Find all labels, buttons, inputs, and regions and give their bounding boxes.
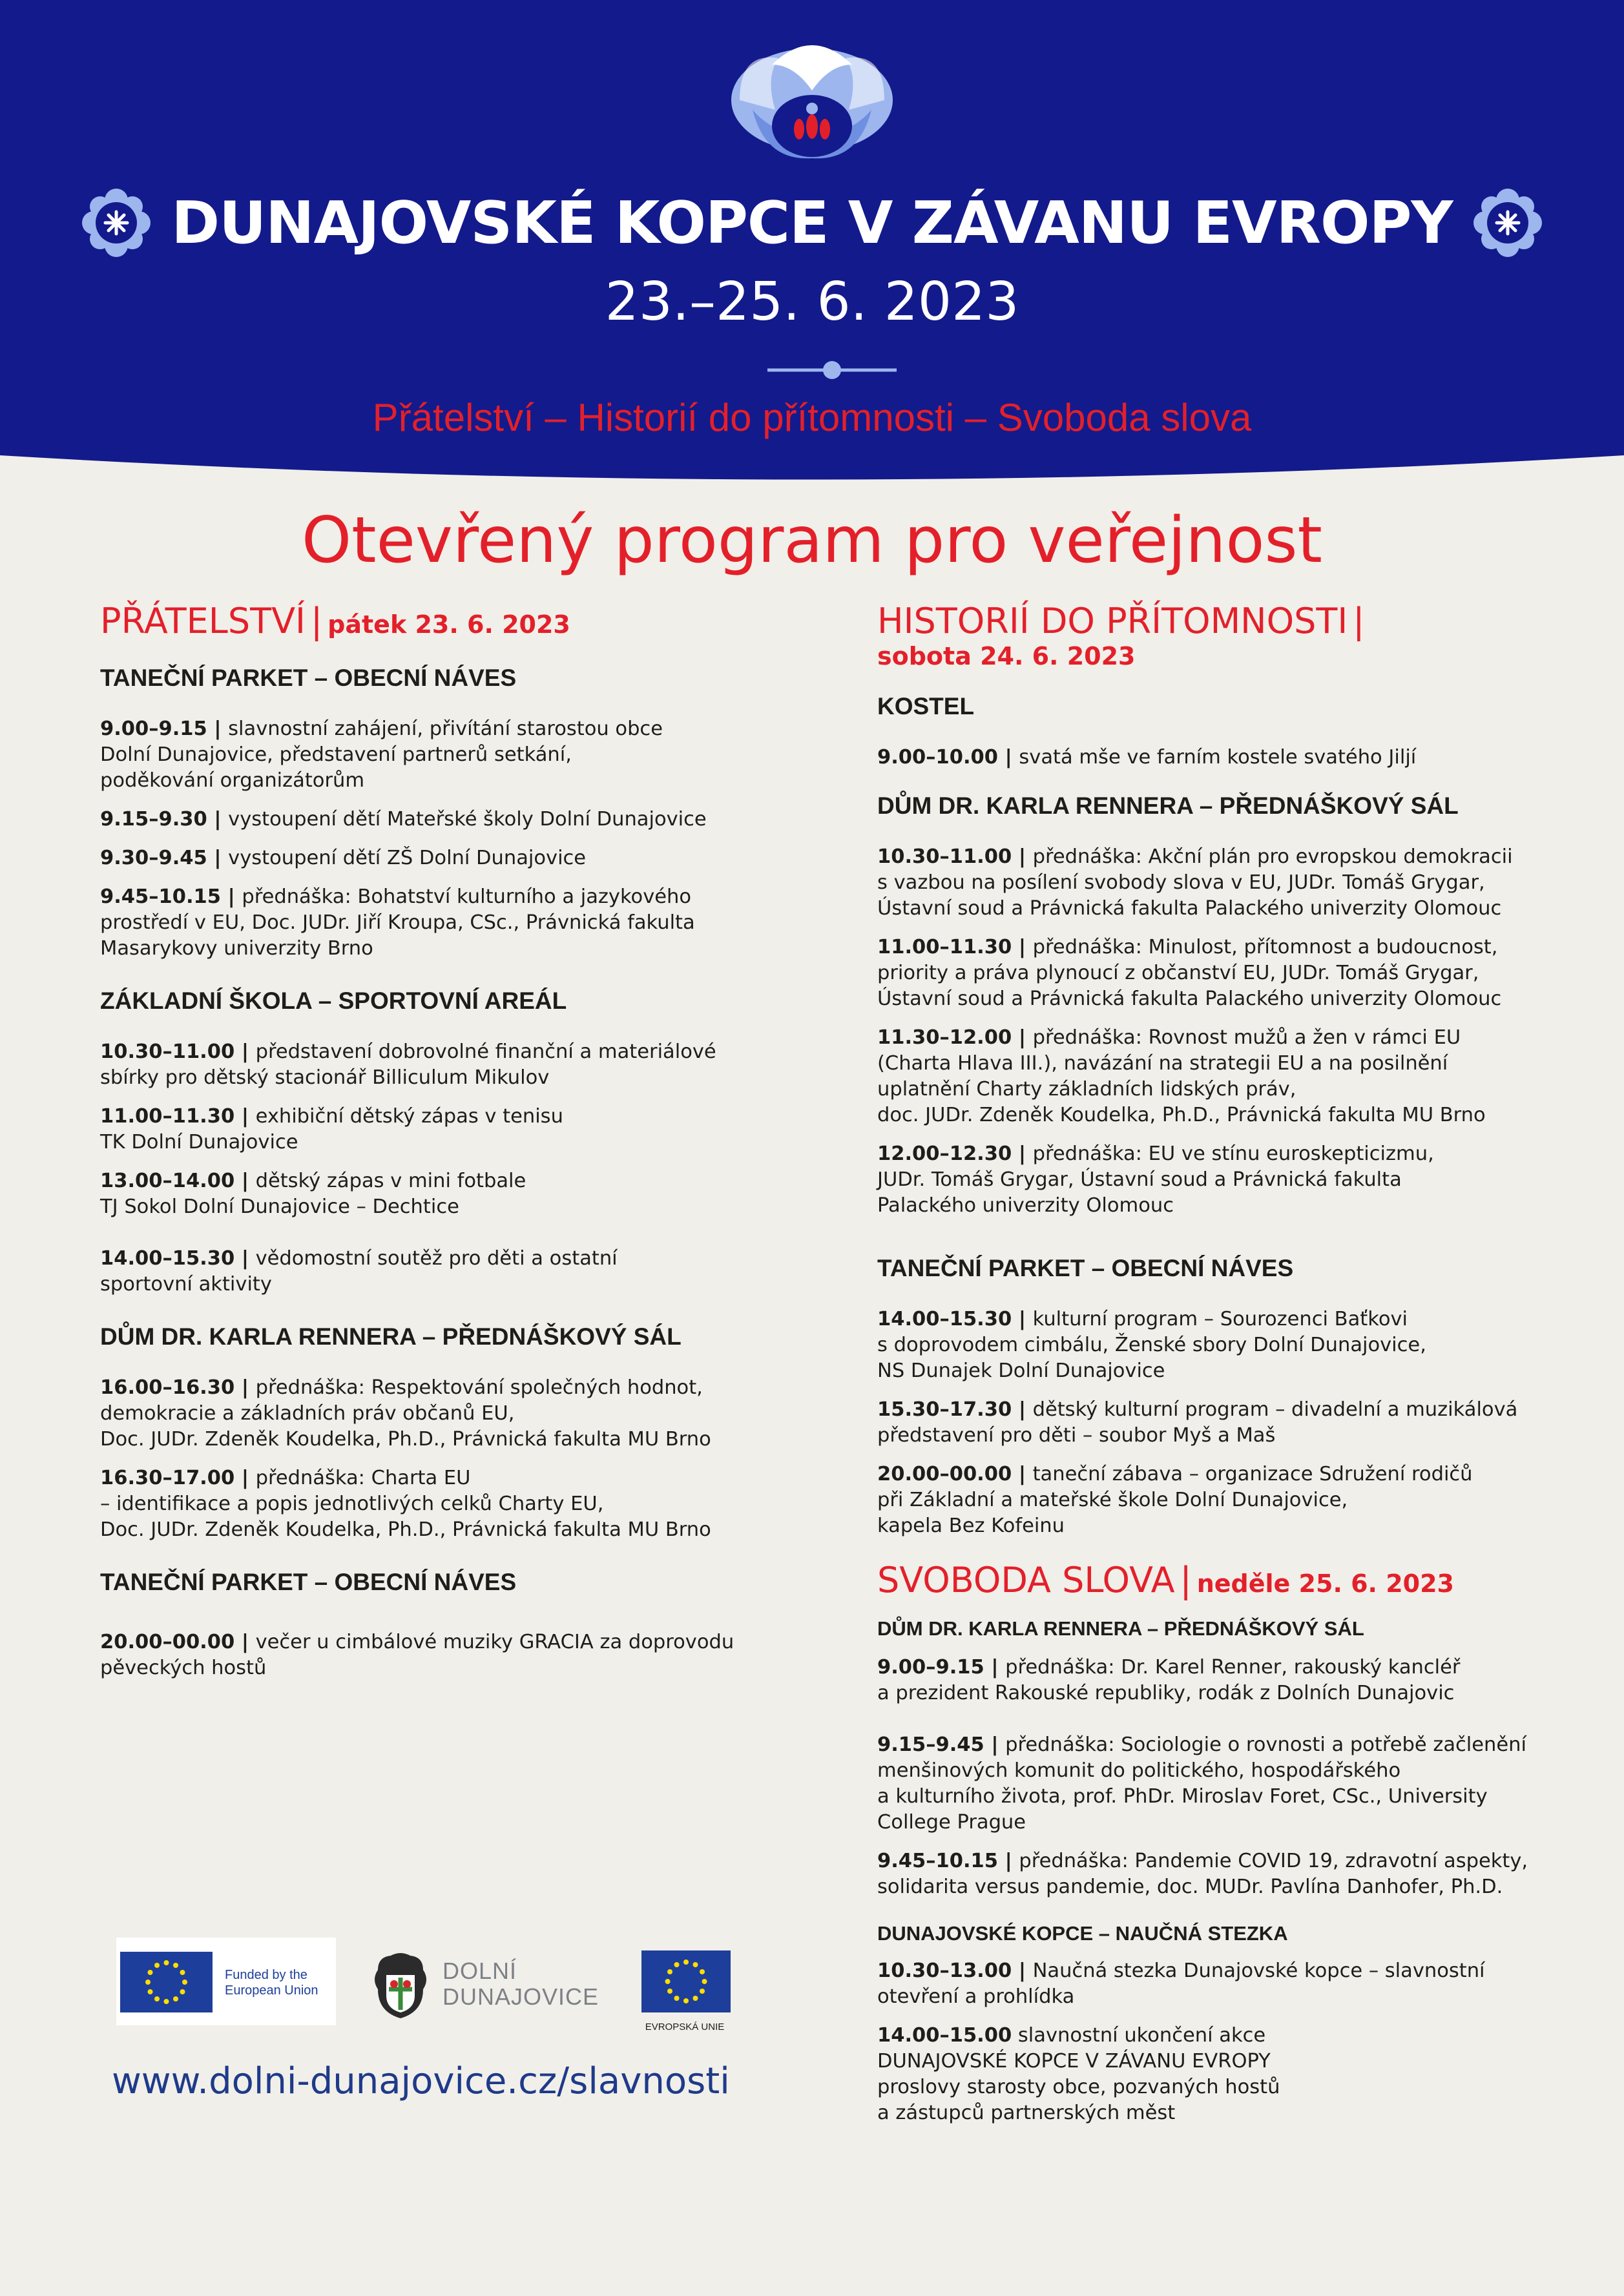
venue-heading: DŮM DR. KARLA RENNERA – PŘEDNÁŠKOVÝ SÁL — [877, 1617, 1364, 1640]
program-item: 14.00–15.30 | kulturní program – Sourozenci Baťkovi s doprovodem cimbálu, Ženské sbory Dolní Dunajovice, NS Dunajek Dolní Dunajovice — [877, 1307, 1426, 1382]
program-item: 20.00–00.00 | taneční zábava – organizace Sdružení rodičů při Základní a mateřské škole Dolní Dunajovice, kapela Bez Kofeinu — [877, 1462, 1473, 1537]
venue-heading: DŮM DR. KARLA RENNERA – PŘEDNÁŠKOVÝ SÁL — [877, 792, 1459, 819]
friday-column — [100, 594, 772, 1681]
venue-heading: DŮM DR. KARLA RENNERA – PŘEDNÁŠKOVÝ SÁL — [100, 1323, 682, 1350]
eu-flag-icon — [641, 1950, 731, 2012]
program-item: 9.00–9.15 | přednáška: Dr. Karel Renner, rakouský kancléř a prezident Rakouské republiky, rodák z Dolních Dunajovic — [877, 1656, 1461, 1705]
program-item: 16.30–17.00 | přednáška: Charta EU – identifikace a popis jednotlivých celků Charty EU, Doc. JUDr. Zdeněk Koudelka, Ph.D., Právnická fakulta MU Brno — [100, 1466, 711, 1541]
eu-funded-logo — [116, 1938, 336, 2025]
venue-heading: TANEČNÍ PARKET – OBECNÍ NÁVES — [877, 1254, 1294, 1281]
partner-logos — [116, 1938, 762, 2041]
program-item: 13.00–14.00 | dětský zápas v mini fotbale TJ Sokol Dolní Dunajovice – Dechtice — [100, 1169, 526, 1218]
program-item: 9.45–10.15 | přednáška: Pandemie COVID 19, zdravotní aspekty, solidarita versus pandemie, doc. MUDr. Pavlína Danhofer, Ph.D. — [877, 1850, 1528, 1899]
program-item: 10.30–13.00 | Naučná stezka Dunajovské kopce – slavnostní otevření a prohlídka — [877, 1960, 1485, 2009]
funded-by-text: Funded by the European Union — [225, 1968, 318, 1998]
program-item: 9.15–9.30 | vystoupení dětí Mateřské školy Dolní Dunajovice — [100, 807, 707, 831]
closing-item: 14.00–15.00 slavnostní ukončení akce DUNAJOVSKÉ KOPCE V ZÁVANU EVROPY proslovy starosty obce, pozvaných hostů a zástupců partnerských měst — [877, 2024, 1280, 2125]
program-item: 11.00–11.30 | přednáška: Minulost, přítomnost a budoucnost, priority a práva plynoucí z občanství EU, JUDr. Tomáš Grygar, Ústavní soud a Právnická fakulta Palackého univerzity Olomouc — [877, 935, 1502, 1010]
event-dates: 23.–25. 6. 2023 — [605, 271, 1019, 333]
venue-heading: TANEČNÍ PARKET – OBECNÍ NÁVES — [100, 664, 517, 691]
program-item: 20.00–00.00 | večer u cimbálové muziky GRACIA za doprovodu pěveckých hostů — [100, 1630, 734, 1679]
festival-flower-logo — [727, 39, 897, 161]
venue-heading: DUNAJOVSKÉ KOPCE – NAUČNÁ STEZKA — [877, 1922, 1288, 1945]
title-row — [0, 184, 1624, 262]
program-item: 10.30–11.00 | představení dobrovolné finanční a materiálové sbírky pro dětský stacionář Billiculum Mikulov — [100, 1040, 716, 1089]
dolni-dunajovice-crest-icon — [368, 1950, 433, 2022]
venue-heading: TANEČNÍ PARKET – OBECNÍ NÁVES — [100, 1568, 517, 1595]
event-motto: Přátelství – Historií do přítomnosti – Svoboda slova — [372, 396, 1252, 439]
weekend-column — [877, 594, 1562, 2126]
program-item: 16.00–16.30 | přednáška: Respektování společných hodnot, demokracie a základních práv občanů EU, Doc. JUDr. Zdeněk Koudelka, Ph.D., Právnická fakulta MU Brno — [100, 1376, 711, 1451]
website-link[interactable]: www.dolni-dunajovice.cz/slavnosti — [112, 2060, 730, 2102]
program-item: 9.00–10.00 | svatá mše ve farním kostele svatého Jiljí — [877, 745, 1417, 769]
program-item: 9.45–10.15 | přednáška: Bohatství kulturního a jazykového prostředí v EU, Doc. JUDr. Jiří Kroupa, CSc., Právnická fakulta Masarykovy univerzity Brno — [100, 885, 695, 960]
program-item: 15.30–17.30 | dětský kulturní program – divadelní a muzikálová představení pro děti – soubor Myš a Maš — [877, 1398, 1518, 1447]
program-item: 11.00–11.30 | exhibiční dětský zápas v tenisu TK Dolní Dunajovice — [100, 1104, 563, 1153]
dolni-dunajovice-wordmark: DOLNÍ DUNAJOVICE — [442, 1958, 599, 2010]
program-item: 12.00–12.30 | přednáška: EU ve stínu euroskepticizmu, JUDr. Tomáš Grygar, Ústavní soud a Právnická fakulta Palackého univerzity Olomouc — [877, 1142, 1434, 1217]
dot-divider — [767, 360, 897, 380]
program-item: 10.30–11.00 | přednáška: Akční plán pro evropskou demokracii s vazbou na posílení svobody slova v EU, JUDr. Tomáš Grygar, Ústavní soud a Právnická fakulta Palackého univerzity Olomouc — [877, 845, 1513, 920]
program-item: 9.30–9.45 | vystoupení dětí ZŠ Dolní Dunajovice — [100, 846, 587, 869]
event-title: DUNAJOVSKÉ KOPCE V ZÁVANU EVROPY — [171, 189, 1453, 257]
sunday-heading: SVOBODA SLOVA | neděle 25. 6. 2023 — [877, 1559, 1454, 1600]
program-item: 11.30–12.00 | přednáška: Rovnost mužů a žen v rámci EU (Charta Hlava III.), navázání na strategii EU a na posilnění uplatnění Charty základních lidských práv, doc. JUDr. Zdeněk Koudelka, Ph.D., Právnická fakulta MU Brno — [877, 1026, 1486, 1126]
flower-ornament-icon — [81, 187, 152, 258]
program-item: 9.15–9.45 | přednáška: Sociologie o rovnosti a potřebě začlenění menšinových komunit do politického, hospodářského a kulturního života, prof. PhDr. Miroslav Foret, CSc., University College Prague — [877, 1733, 1526, 1834]
venue-heading: ZÁKLADNÍ ŠKOLA – SPORTOVNÍ AREÁL — [100, 987, 567, 1014]
eu-flag-icon — [120, 1952, 213, 2012]
eu-union-label: EVROPSKÁ UNIE — [645, 2022, 725, 2032]
flower-ornament-icon — [1472, 187, 1543, 258]
saturday-heading: HISTORIÍ DO PŘÍTOMNOSTI | sobota 24. 6. 2023 — [877, 601, 1365, 670]
program-item: 9.00–9.15 | slavnostní zahájení, přivítání starostou obce Dolní Dunajovice, představení partnerů setkání, poděkování organizátorům — [100, 717, 663, 792]
header-banner — [0, 0, 1624, 491]
friday-heading: PŘÁTELSTVÍ | pátek 23. 6. 2023 — [100, 601, 570, 641]
program-item: 14.00–15.30 | vědomostní soutěž pro děti a ostatní sportovní aktivity — [100, 1246, 618, 1296]
eu-union-logo — [636, 1950, 733, 2041]
program-title: Otevřený program pro veřejnost — [302, 504, 1322, 577]
venue-heading: KOSTEL — [877, 692, 975, 719]
